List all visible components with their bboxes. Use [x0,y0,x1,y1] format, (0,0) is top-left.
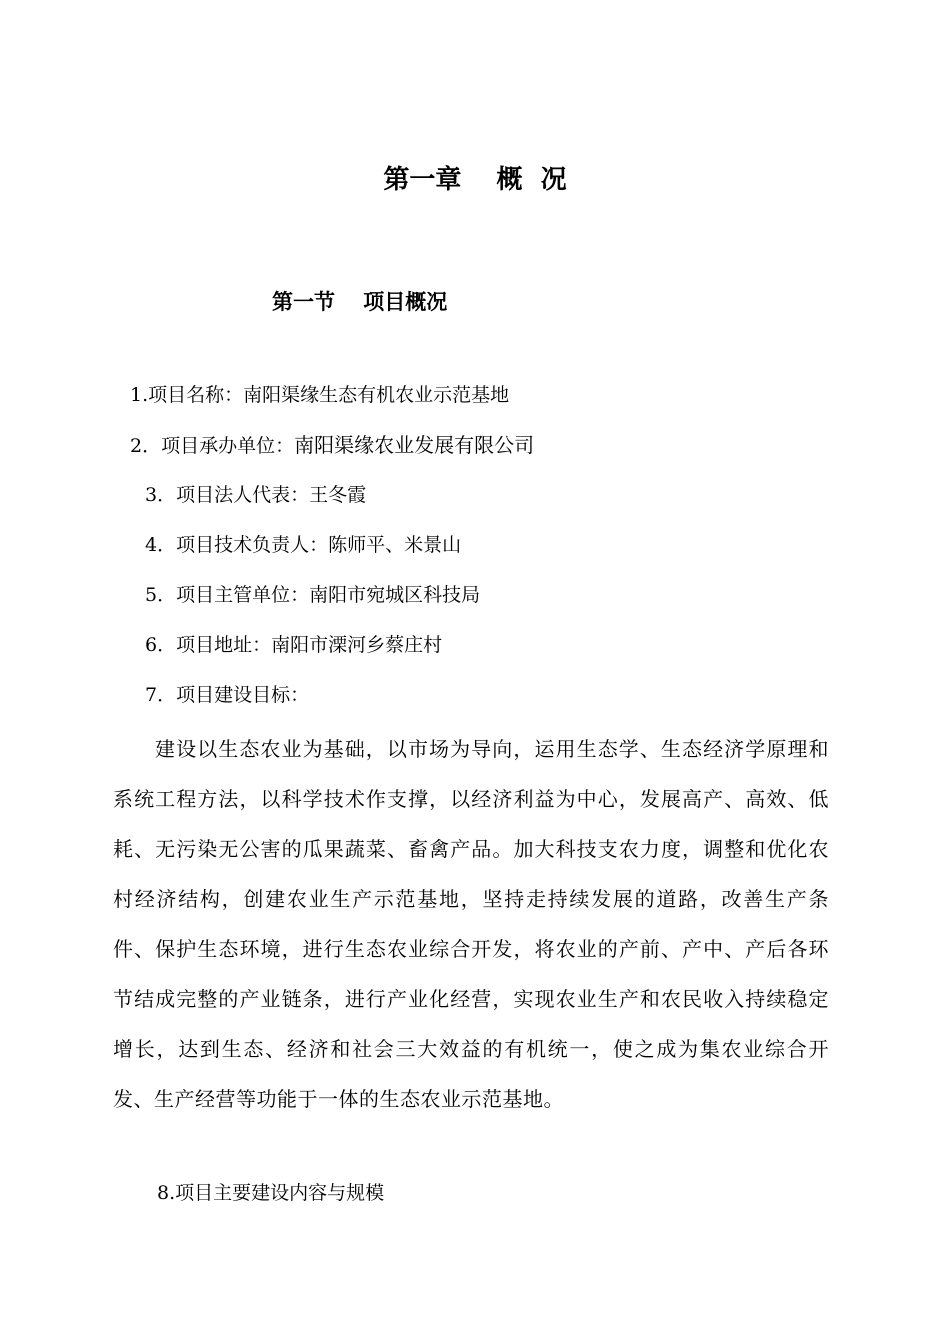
item-label: 6．项目地址： [145,634,272,656]
item-value: 南阳渠缘生态有机农业示范基地 [243,384,510,406]
chapter-title: 第一章 概 况 [383,165,567,195]
item-address [145,630,442,660]
item-label: 2．项目承办单位： [130,435,295,457]
item-label: 7．项目建设目标： [145,684,310,706]
item-label: 3．项目法人代表： [145,484,310,506]
item-construction-content: 8.项目主要建设内容与规模 [157,1182,385,1204]
item-value: 王冬霞 [309,484,367,506]
item-supervisor [145,580,480,610]
item-label: 4．项目技术负责人： [145,534,329,556]
item-label: 5．项目主管单位： [145,584,310,606]
section-title: 第一节 项目概况 [272,290,448,314]
item-label: 1.项目名称： [130,384,244,406]
item-project-name [130,380,509,410]
item-tech-lead [145,530,461,560]
item-value: 南阳渠缘农业发展有限公司 [294,433,535,457]
item-value: 南阳市宛城区科技局 [309,584,481,606]
item-legal-rep [145,480,366,510]
item-value: 陈师平、米景山 [328,534,462,556]
item-value: 南阳市溧河乡蔡庄村 [271,634,443,656]
goal-paragraph: 建设以生态农业为基础，以市场为导向，运用生态学、生态经济学原理和系统工程方法，以科学技术作支撑，以经济利益为中心，发展高产、高效、低耗、无污染无公害的瓜果蔬菜、畜禽产品。加大科技支农力度，调整和优化农村经济结构，创建农业生产示范基地，坚持走持续发展的道路，改善生产条件、保护生态环境，进行生态农业综合开发，将农业的产前、产中、产后各环节结成完整的产业链条，进行产业化经营，实现农业生产和农民收入持续稳定增长，达到生态、经济和社会三大效益的有机统一，使之成为集农业综合开发、生产经营等功能于一体的生态农业示范基地。 [113,737,829,1111]
item-organizer [130,430,534,461]
item-goal-heading [145,680,309,710]
